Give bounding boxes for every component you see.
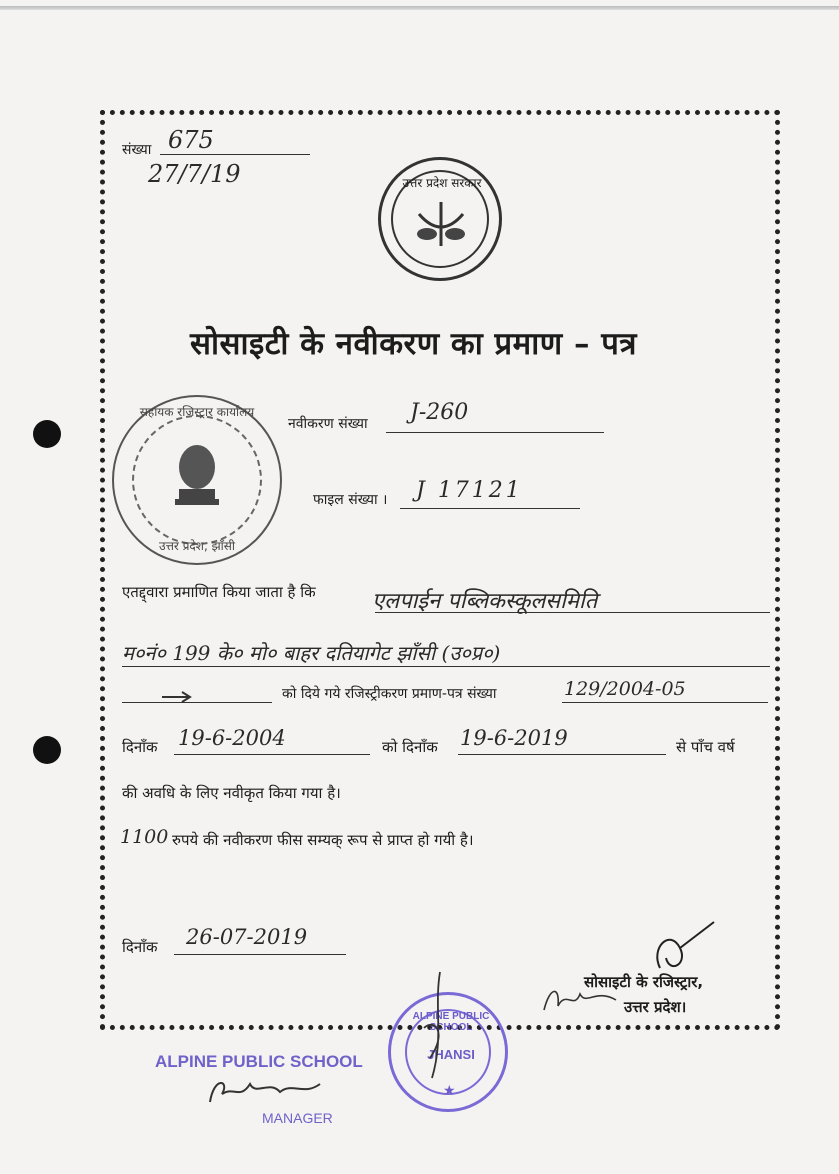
sankhya-value: 675 (168, 126, 214, 154)
from-date-label: दिनाँक (122, 738, 158, 756)
punch-hole-top (33, 420, 61, 448)
blank-underline (122, 700, 272, 703)
sankhya-date: 27/7/19 (148, 160, 241, 188)
signatory-title: सोसाइटी के रजिस्ट्रार, (584, 973, 704, 991)
file-number-label: फाइल संख्या । (313, 492, 388, 508)
seal-overlay-signature (404, 968, 464, 1088)
school-seal-star-icon: ★ (443, 1083, 456, 1099)
society-address: म०नं० 199 के० मो० बाहर दतियागेट झाँसी (उ०प्र०) (122, 641, 501, 665)
arrow-mark-icon (160, 690, 194, 704)
up-government-emblem (378, 157, 502, 281)
renewal-number-underline (386, 430, 604, 433)
ashoka-lion-emblem-icon (169, 437, 225, 515)
renewal-number-value: J-260 (410, 400, 469, 425)
issue-date-label: दिनाँक (122, 938, 158, 956)
to-date-value: 19-6-2019 (460, 726, 568, 750)
renewal-number-label: नवीकरण संख्या (288, 416, 368, 432)
school-stamp-name: ALPINE PUBLIC SCHOOL (155, 1052, 363, 1071)
file-number-underline (400, 506, 580, 509)
registration-label: को दिये गये रजिस्ट्रीकरण प्रमाण-पत्र संख्या (282, 686, 497, 702)
seal-text-bottom: उत्तर प्रदेश, झाँसी (159, 539, 235, 553)
school-stamp-role: MANAGER (262, 1110, 333, 1126)
emblem-text: उत्तर प्रदेश सरकार (402, 176, 482, 190)
certificate-title: सोसाइटी के नवीकरण का प्रमाण – पत्र (190, 326, 637, 362)
issue-date-underline (174, 952, 346, 955)
to-date-label: को दिनाँक (382, 738, 438, 756)
seal-text-top: सहायक रजिस्ट्रार कार्यालय (139, 405, 255, 419)
punch-hole-bottom (33, 736, 61, 764)
emblem-fish-bow-icon (411, 196, 471, 252)
to-date-underline (458, 752, 666, 755)
registrar-office-seal (112, 395, 282, 565)
top-edge-line (0, 6, 839, 10)
certify-prefix: एतद्द्वारा प्रमाणित किया जाता है कि (122, 583, 316, 601)
fee-statement: रुपये की नवीकरण फीस सम्यक् रूप से प्राप्त हो गयी है। (172, 831, 474, 849)
period-suffix: से पाँच वर्ष (676, 738, 735, 756)
fee-amount: 1100 (120, 826, 169, 848)
manager-signature (200, 1066, 330, 1112)
handwritten-initials (540, 980, 620, 1020)
sankhya-label: संख्या (122, 142, 152, 158)
society-name: एलपाईन पब्लिकस्कूलसमिति (372, 589, 598, 614)
signatory-state: उत्तर प्रदेश। (624, 998, 687, 1016)
renewed-statement: की अवधि के लिए नवीकृत किया गया है। (122, 784, 341, 802)
from-date-underline (174, 752, 370, 755)
registration-underline (562, 700, 768, 703)
from-date-value: 19-6-2004 (178, 726, 286, 750)
registration-number: 129/2004-05 (564, 678, 686, 700)
school-seal-city: JHANSI (427, 1047, 475, 1062)
issue-date-value: 26-07-2019 (186, 925, 308, 949)
school-seal-text: ALPINE PUBLIC SCHOOL (412, 1011, 490, 1033)
file-number-value: J 17121 (416, 478, 523, 503)
